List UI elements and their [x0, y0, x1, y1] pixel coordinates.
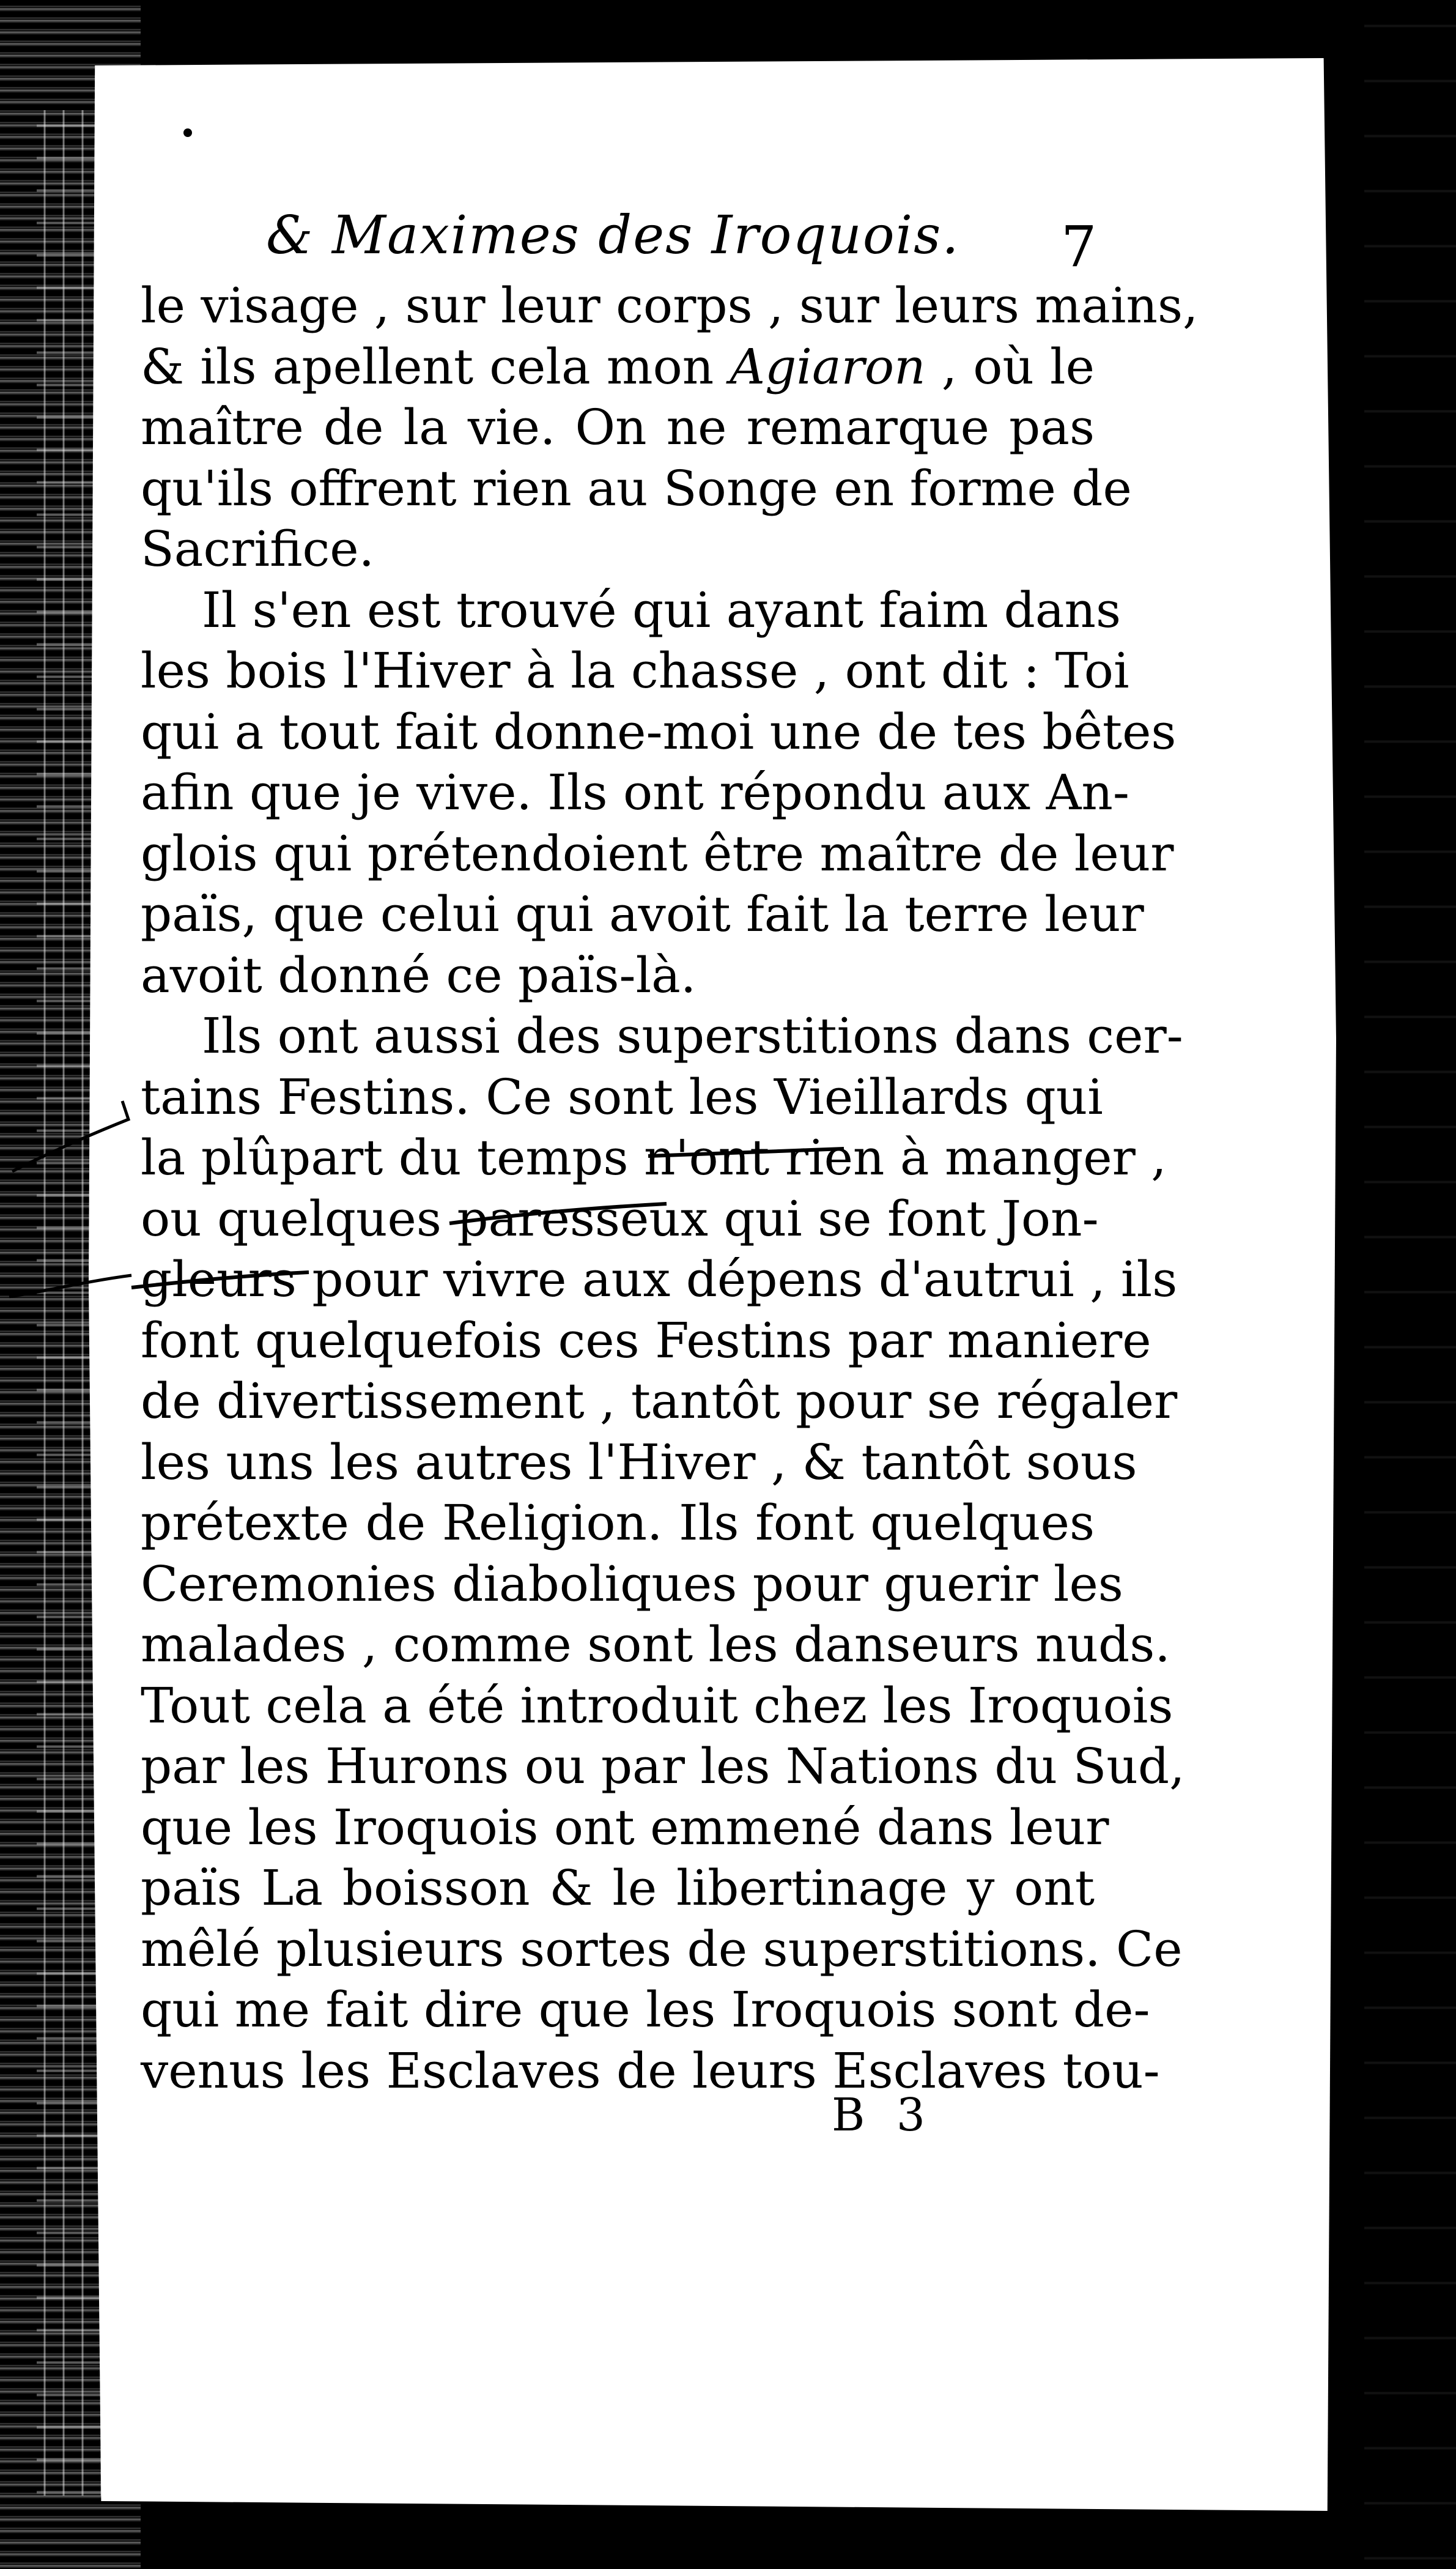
italic-word: Agiaron — [730, 338, 926, 395]
text-line: venus les Esclaves de leurs Esclaves tou- — [141, 2042, 1160, 2099]
text-line: la plûpart du temps n'ont rien à manger , — [141, 1129, 1167, 1186]
text-line: qu'ils offrent rien au Songe en forme de — [141, 459, 1132, 517]
ink-speck — [183, 128, 192, 137]
text-line: maître de la vie. On ne remarque pas — [141, 399, 1095, 456]
text-line: Sacrifice. — [141, 521, 375, 577]
text-line: que les Iroquois ont emmené dans leur — [141, 1798, 1109, 1856]
text-line — [141, 336, 1095, 398]
text-line: prétexte de Religion. Ils font quelques — [141, 1494, 1095, 1551]
text-line: Ils ont aussi des superstitions dans cer- — [202, 1007, 1183, 1064]
text-line: les uns les autres l'Hiver , & tantôt sous — [141, 1433, 1137, 1491]
text-line: païs, que celui qui avoit fait la terre leur — [141, 886, 1144, 943]
text-line: qui me fait dire que les Iroquois sont de- — [141, 1981, 1150, 2038]
text-line: afin que je vive. Ils ont répondu aux An- — [141, 764, 1129, 821]
text-line: Il s'en est trouvé qui ayant faim dans — [202, 581, 1122, 639]
page-number: 7 — [1061, 214, 1097, 280]
text-line: font quelquefois ces Festins par maniere — [141, 1311, 1151, 1369]
right-margin-edge — [1364, 0, 1456, 2569]
text-line: malades , comme sont les danseurs nuds. — [141, 1616, 1170, 1673]
text-line-start: & ils apellent cela mon — [141, 338, 714, 395]
text-line: tains Festins. Ce sont les Vieillards qui — [141, 1068, 1103, 1125]
text-line: par les Hurons ou par les Nations du Sud, — [141, 1738, 1185, 1795]
text-line: avoit donné ce païs-là. — [141, 946, 697, 1004]
text-line: de divertissement , tantôt pour se régaler — [141, 1373, 1178, 1429]
text-line-end: , où le — [941, 338, 1095, 395]
text-line: les bois l'Hiver à la chasse , ont dit : Toi — [141, 642, 1129, 699]
text-line: Ceremonies diaboliques pour guerir les — [141, 1555, 1123, 1612]
text-line: glois qui prétendoient être maître de leur — [141, 825, 1174, 882]
body-text — [141, 275, 1199, 2101]
signature-mark: B 3 — [832, 2089, 934, 2141]
text-line: qui a tout fait donne-moi une de tes bêtes — [141, 703, 1177, 760]
text-line: Tout cela a été introduit chez les Iroquois — [141, 1677, 1173, 1734]
text-line: ou quelques paresseux qui se font Jon- — [141, 1190, 1099, 1247]
running-head: & Maximes des Iroquois. — [266, 205, 960, 266]
text-line: gleurs pour vivre aux dépens d'autrui , ils — [141, 1251, 1178, 1308]
text-line: mêlé plusieurs sortes de superstitions. Ce — [141, 1920, 1183, 1978]
text-line: païs La boisson & le libertinage y ont — [141, 1859, 1095, 1916]
text-line: le visage , sur leur corps , sur leurs mains, — [141, 277, 1199, 334]
